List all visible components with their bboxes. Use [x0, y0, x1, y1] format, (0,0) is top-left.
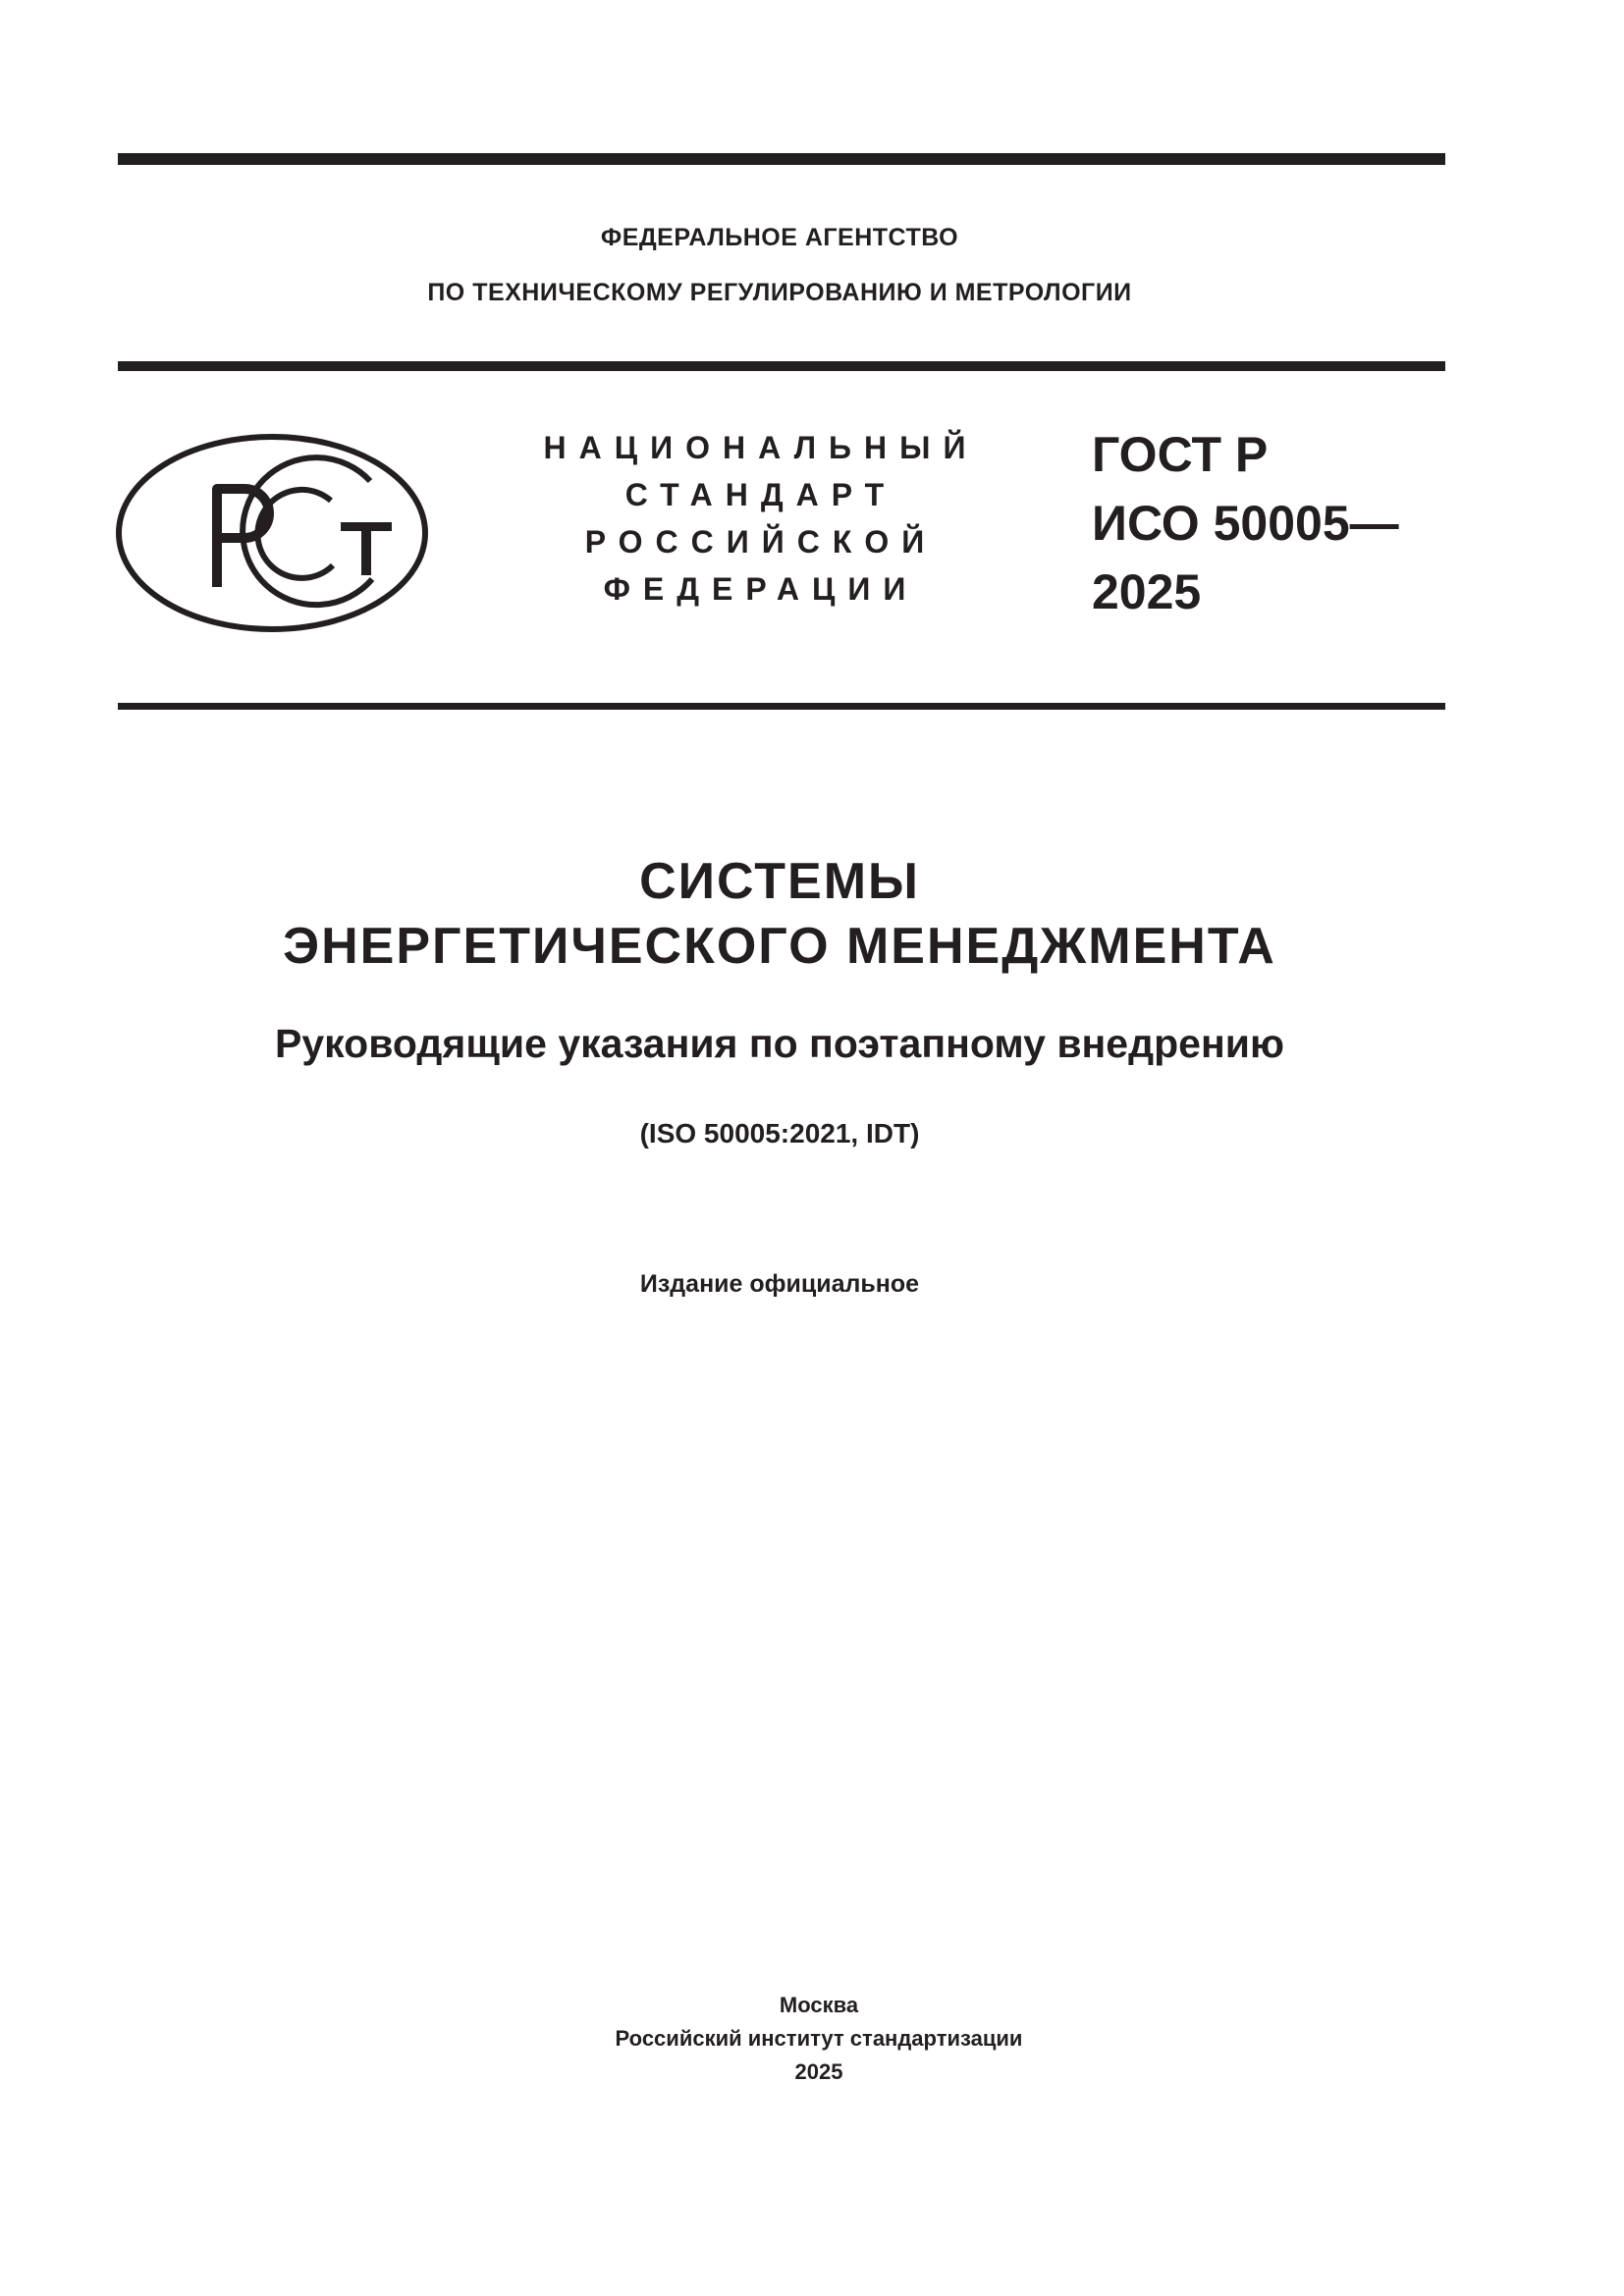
- document-title-line1: СИСТЕМЫ: [639, 853, 920, 910]
- document-title-line2: ЭНЕРГЕТИЧЕСКОГО МЕНЕДЖМЕНТА: [283, 918, 1276, 975]
- designation-line: ГОСТ Р: [1092, 427, 1269, 482]
- standard-type-line: ФЕДЕРАЦИИ: [603, 571, 919, 607]
- standard-type-block: [530, 424, 992, 613]
- top-rule: [118, 153, 1445, 165]
- iso-reference: (ISO 50005:2021, IDT): [639, 1118, 920, 1148]
- imprint-year: 2025: [794, 2059, 843, 2084]
- imprint-publisher: Российский институт стандартизации: [615, 2026, 1023, 2051]
- standard-type-line: РОССИЙСКОЙ: [584, 524, 938, 560]
- document-subtitle: Руководящие указания по поэтапному внедрению: [275, 1021, 1284, 1066]
- agency-name-line1: ФЕДЕРАЛЬНОЕ АГЕНТСТВО: [600, 224, 959, 251]
- rst-mark-logo-icon: [115, 430, 429, 641]
- imprint-city: Москва: [779, 1993, 859, 2017]
- standard-designation: [1092, 420, 1399, 626]
- agency-name-line2: ПО ТЕХНИЧЕСКОМУ РЕГУЛИРОВАНИЮ И МЕТРОЛОГИИ: [427, 279, 1132, 306]
- edition-label: Издание официальное: [639, 1270, 920, 1298]
- middle-rule: [118, 361, 1445, 371]
- designation-line: 2025: [1092, 564, 1202, 619]
- designation-line: ИСО 50005—: [1092, 496, 1399, 551]
- lower-rule: [118, 703, 1445, 710]
- standard-type-line: СТАНДАРТ: [624, 477, 897, 512]
- standard-type-line: НАЦИОНАЛЬНЫЙ: [543, 430, 979, 465]
